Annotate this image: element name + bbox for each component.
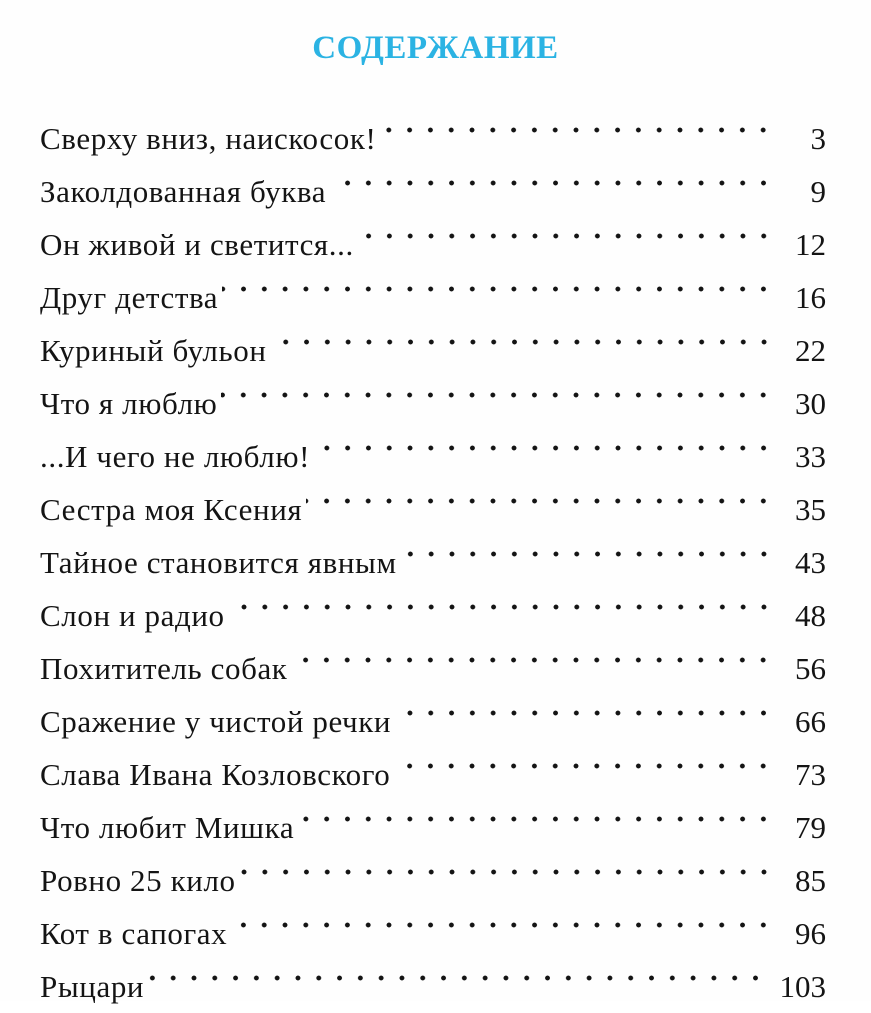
entry-title: Сестра моя Ксения [40, 492, 303, 527]
dot-leader [330, 149, 774, 202]
entry-page-number: 66 [795, 704, 826, 739]
dot-leader [229, 573, 774, 626]
entry-page-number: 103 [779, 969, 826, 1004]
dot-leader [271, 308, 774, 361]
entry-title: Слон и радио [40, 598, 225, 633]
toc-entry[interactable] [40, 96, 826, 156]
entry-title: Друг детства [40, 280, 219, 315]
entry-title: Что любит Мишка [40, 810, 295, 845]
entry-title: Ровно 25 кило [40, 863, 236, 898]
entry-title: Заколдованная буква [40, 174, 327, 209]
dot-leader [380, 96, 774, 149]
entry-page-number: 79 [795, 810, 826, 845]
entry-page-number: 48 [795, 598, 826, 633]
table-of-contents [40, 96, 826, 1004]
dot-leader [222, 255, 774, 308]
entry-page-number: 85 [795, 863, 826, 898]
entry-title: Тайное становится явным [40, 545, 397, 580]
entry-page-number: 22 [795, 333, 826, 368]
dot-leader [394, 732, 774, 785]
dot-leader [291, 626, 774, 679]
entry-page-number: 35 [795, 492, 826, 527]
dot-leader [401, 520, 774, 573]
entry-page-number: 56 [795, 651, 826, 686]
dot-leader [221, 361, 774, 414]
entry-title: Слава Ивана Козловского [40, 757, 391, 792]
dot-leader [298, 785, 774, 838]
dot-leader [231, 891, 774, 944]
entry-title: Похититель собак [40, 651, 288, 686]
dot-leader [240, 838, 774, 891]
toc-heading: СОДЕРЖАНИЕ [312, 30, 559, 66]
entry-title: Он живой и светится... [40, 227, 354, 262]
entry-title: Кот в сапогах [40, 916, 228, 951]
entry-page-number: 96 [795, 916, 826, 951]
entry-page-number: 33 [795, 439, 826, 474]
dot-leader [148, 944, 766, 997]
entry-title: Сражение у чистой речки [40, 704, 392, 739]
dot-leader [314, 414, 774, 467]
entry-title: Рыцари [40, 969, 145, 1004]
entry-page-number: 12 [795, 227, 826, 262]
entry-title: Куриный бульон [40, 333, 267, 368]
entry-page-number: 30 [795, 386, 826, 421]
dot-leader [358, 202, 774, 255]
dot-leader [395, 679, 774, 732]
toc-entry[interactable] [40, 944, 826, 1004]
entry-title: ...И чего не люблю! [40, 439, 311, 474]
entry-title: Что я люблю [40, 386, 218, 421]
dot-leader [306, 467, 774, 520]
entry-page-number: 3 [810, 121, 826, 156]
entry-page-number: 16 [795, 280, 826, 315]
entry-page-number: 43 [795, 545, 826, 580]
entry-page-number: 9 [810, 174, 826, 209]
entry-page-number: 73 [795, 757, 826, 792]
entry-title: Сверху вниз, наискосок! [40, 121, 377, 156]
